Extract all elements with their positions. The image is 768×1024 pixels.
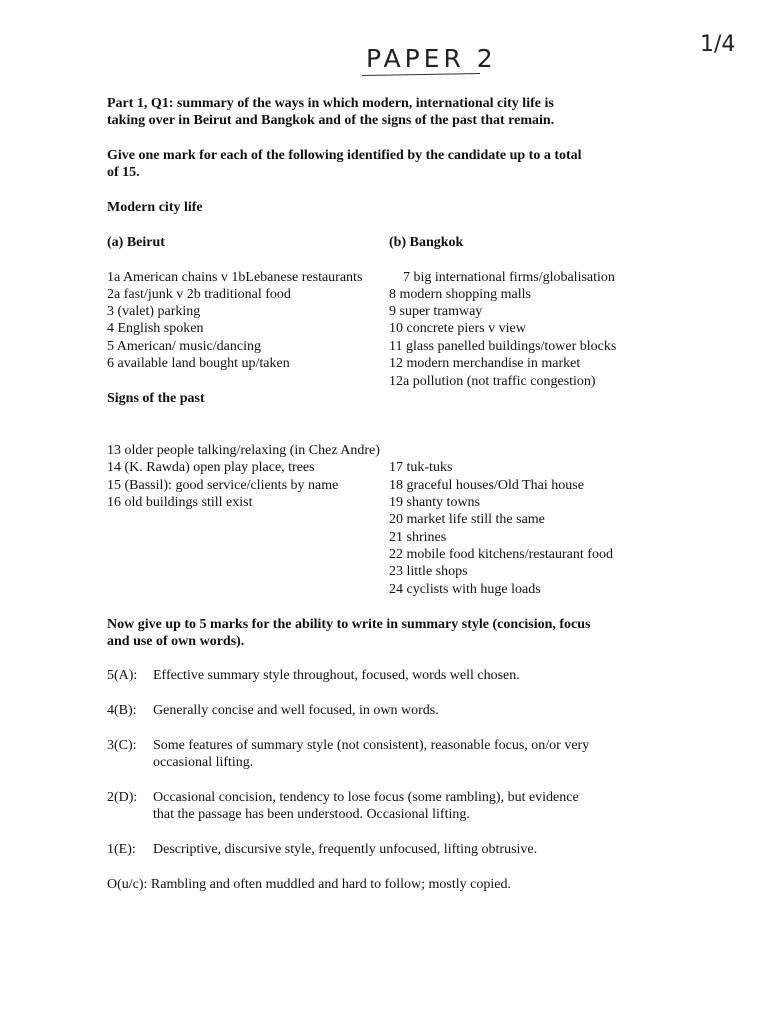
list-item: 5 American/ music/dancing (107, 339, 261, 354)
section-heading-modern: Modern city life (107, 200, 203, 215)
grade-key: 1(E): (107, 842, 136, 857)
grade-key: 5(A): (107, 668, 138, 683)
list-item: 1a American chains v 1bLebanese restaurants (107, 270, 363, 285)
list-item: 20 market life still the same (389, 512, 545, 527)
list-item: 13 older people talking/relaxing (in Chez Andre) (107, 443, 380, 458)
list-item: 4 English spoken (107, 321, 204, 336)
list-item: 11 glass panelled buildings/tower blocks (389, 339, 617, 354)
beirut-label: (a) Beirut (107, 235, 165, 250)
title-underline (362, 73, 480, 76)
list-item: 18 graceful houses/Old Thai house (389, 478, 584, 493)
style-heading-line-2: and use of own words). (107, 634, 245, 649)
list-item: 21 shrines (389, 530, 447, 545)
list-item: 12 modern merchandise in market (389, 356, 581, 371)
grade-description: Some features of summary style (not consistent), reasonable focus, on/or very (153, 738, 590, 753)
grade-unclassified: O(u/c): Rambling and often muddled and hard to follow; mostly copied. (107, 877, 511, 892)
page-number-mark: 1/4 (700, 32, 736, 57)
list-item: 23 little shops (389, 564, 468, 579)
grade-description: Descriptive, discursive style, frequently unfocused, lifting obtrusive. (153, 842, 538, 857)
grade-key: 4(B): (107, 703, 137, 718)
list-item: 10 concrete piers v view (389, 321, 526, 336)
grade-description-cont: occasional lifting. (153, 755, 254, 770)
list-item: 12a pollution (not traffic congestion) (389, 374, 596, 389)
list-item: 19 shanty towns (389, 495, 480, 510)
list-item: 6 available land bought up/taken (107, 356, 290, 371)
list-item: 15 (Bassil): good service/clients by name (107, 478, 339, 493)
list-item: 14 (K. Rawda) open play place, trees (107, 460, 315, 475)
list-item: 3 (valet) parking (107, 304, 201, 319)
question-heading-line-2: taking over in Beirut and Bangkok and of the signs of the past that remain. (107, 113, 555, 128)
bangkok-label: (b) Bangkok (389, 235, 464, 250)
grade-key: 3(C): (107, 738, 137, 753)
list-item: 24 cyclists with huge loads (389, 582, 541, 597)
list-item: 16 old buildings still exist (107, 495, 253, 510)
list-item: 8 modern shopping malls (389, 287, 531, 302)
style-heading-line-1: Now give up to 5 marks for the ability to write in summary style (concision, focus (107, 617, 591, 632)
list-item: 9 super tramway (389, 304, 483, 319)
grade-description-cont: that the passage has been understood. Occasional lifting. (153, 807, 470, 822)
list-item: 7 big international firms/globalisation (403, 270, 615, 285)
list-item: 22 mobile food kitchens/restaurant food (389, 547, 613, 562)
question-heading-line-1: Part 1, Q1: summary of the ways in which modern, international city life is (107, 96, 554, 111)
grade-description: Effective summary style throughout, focused, words well chosen. (153, 668, 520, 683)
section-heading-past: Signs of the past (107, 391, 205, 406)
grade-key: 2(D): (107, 790, 138, 805)
list-item: 2a fast/junk v 2b traditional food (107, 287, 291, 302)
grade-description: Occasional concision, tendency to lose focus (some rambling), but evidence (153, 790, 579, 805)
list-item: 17 tuk-tuks (389, 460, 453, 475)
instruction-line-1: Give one mark for each of the following identified by the candidate up to a total (107, 148, 582, 163)
instruction-line-2: of 15. (107, 165, 140, 180)
grade-description: Generally concise and well focused, in own words. (153, 703, 439, 718)
page-title: PAPER 2 (366, 44, 497, 73)
